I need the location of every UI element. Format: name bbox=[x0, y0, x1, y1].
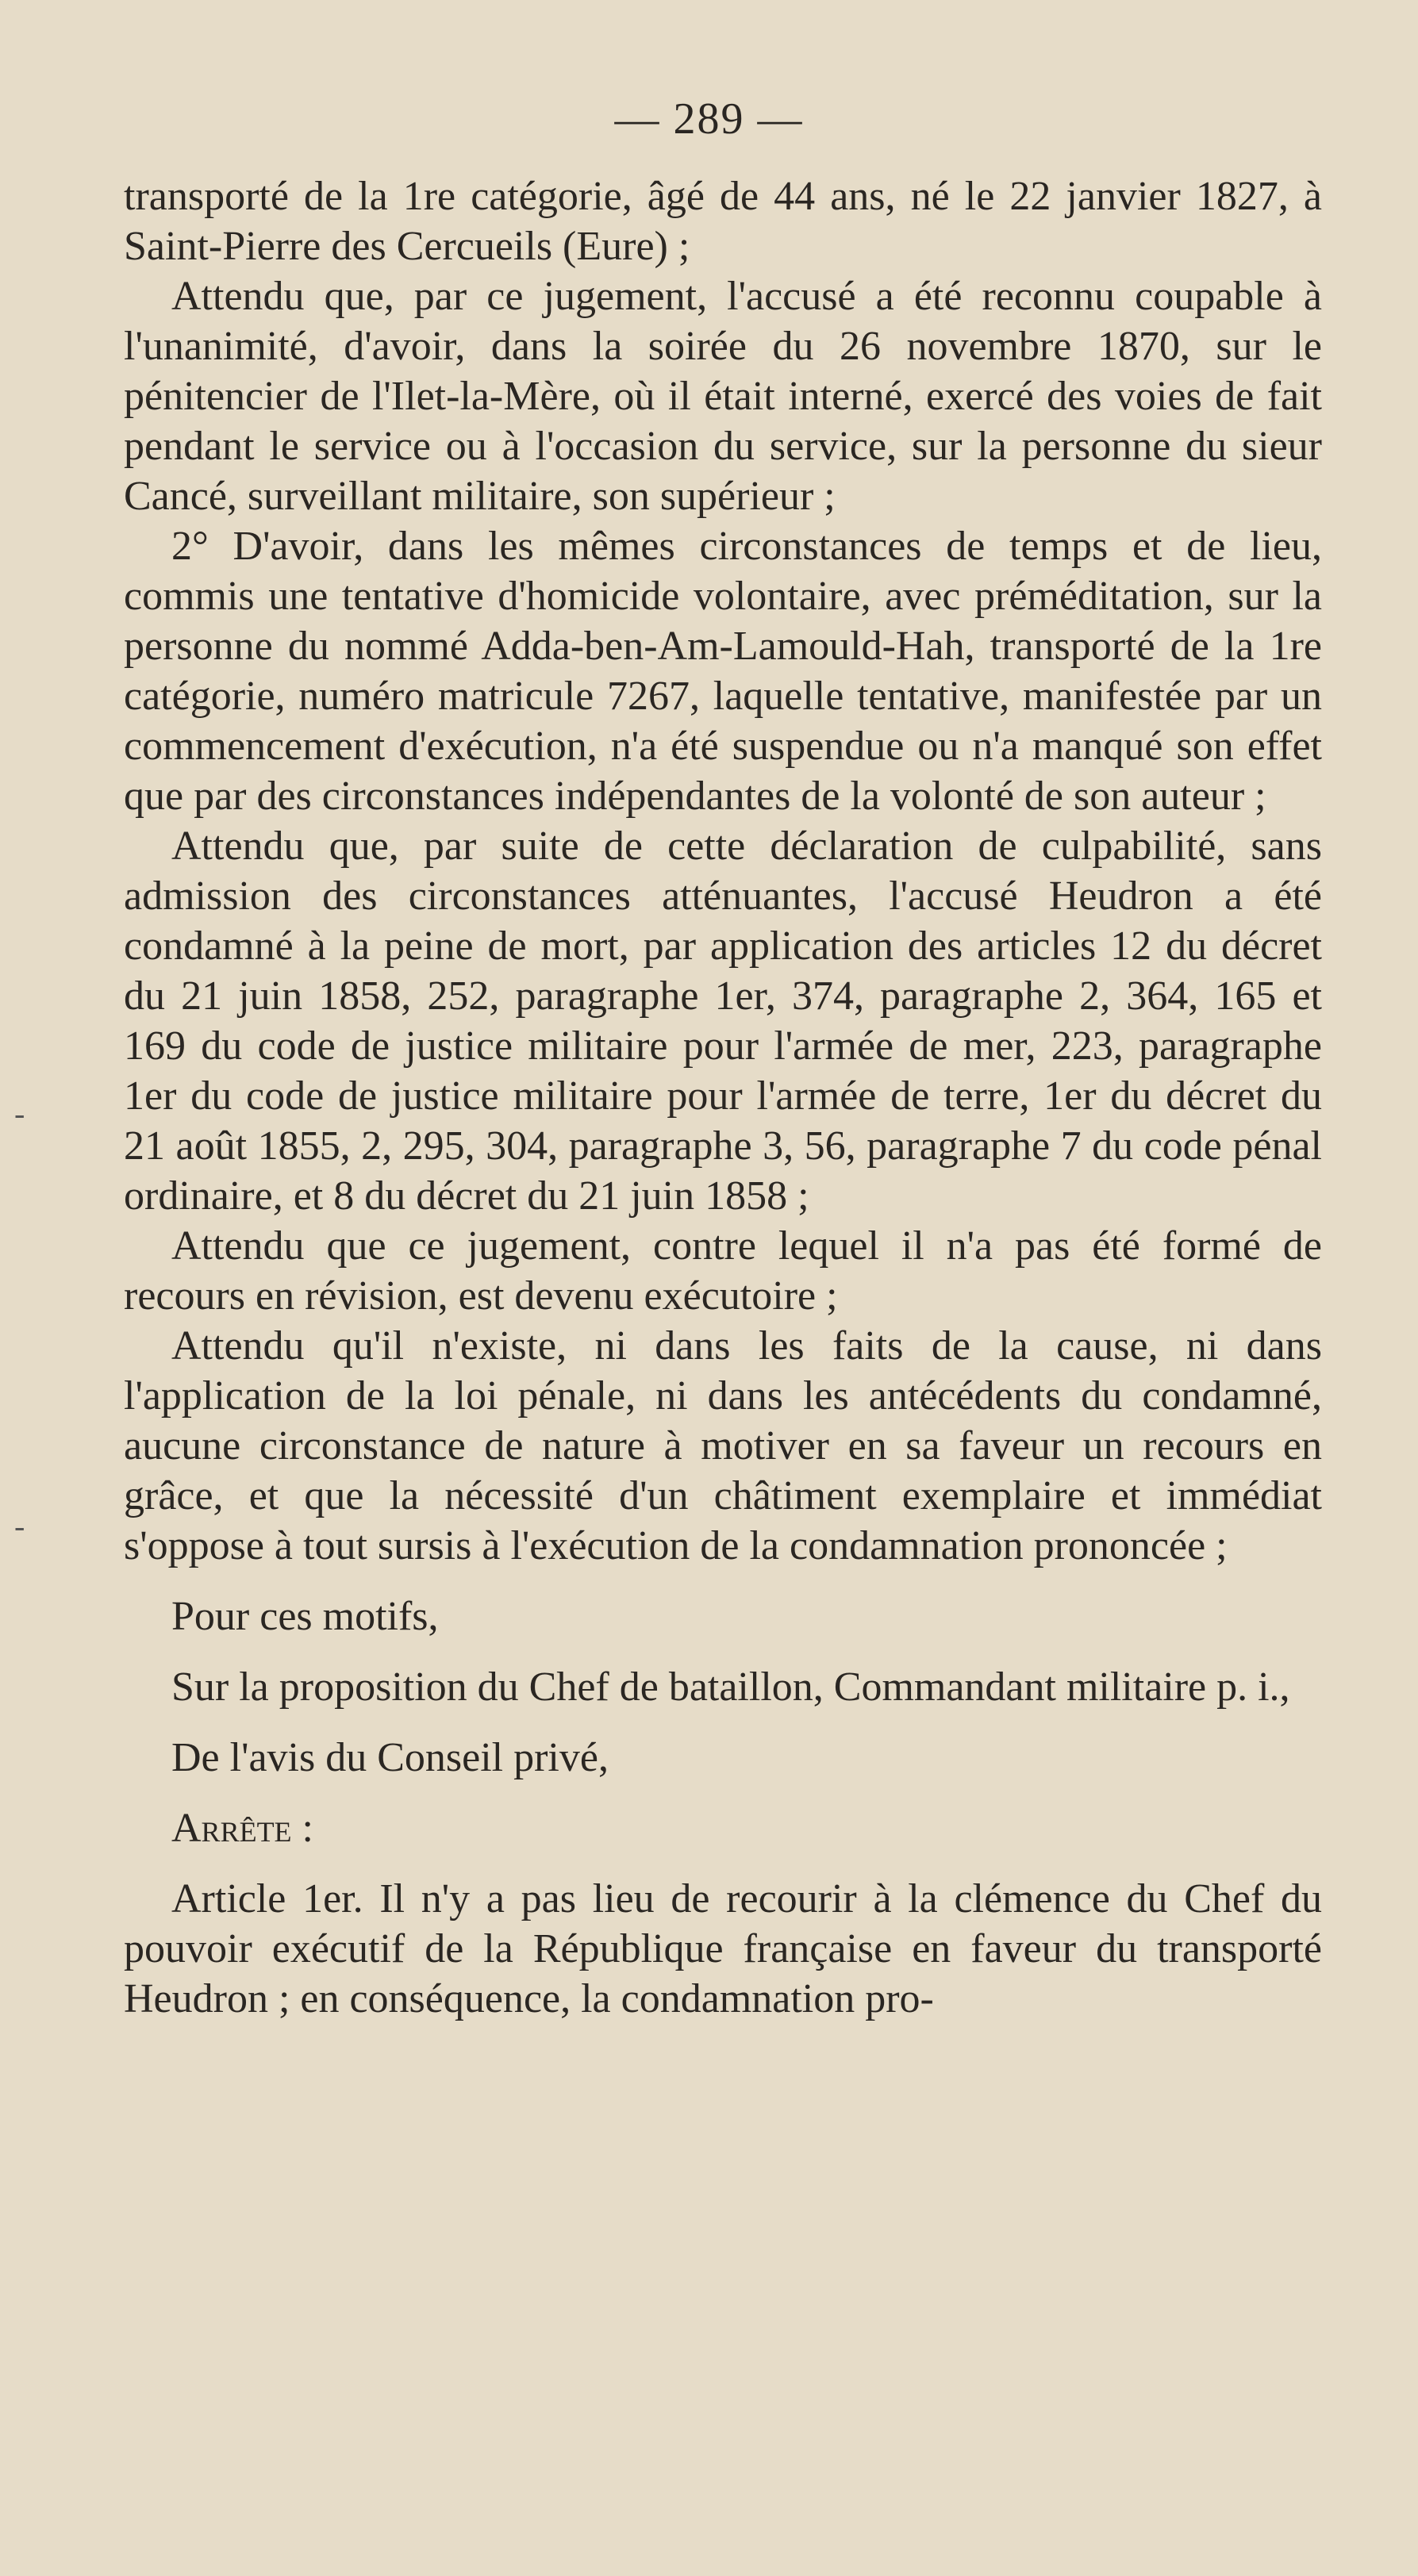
body-text bbox=[124, 171, 1322, 2024]
paragraph-attendu-4: Attendu qu'il n'existe, ni dans les faits de la cause, ni dans l'application de la loi pénale, ni dans les antécédents du condamné, aucune circonstance de nature à motiver en sa faveur un recours en grâce, et que la nécessité d'un châtiment exemplaire et immédiat s'oppose à tout sursis à l'exécution de la condamnation prononcée ; bbox=[124, 1323, 1322, 1568]
paragraph-continuation: transporté de la 1re catégorie, âgé de 44 ans, né le 22 janvier 1827, à Saint-Pierre des Cercueils (Eure) ; bbox=[124, 174, 1322, 269]
paragraph-arrete: Arrête : bbox=[171, 1806, 313, 1851]
paragraph-proposition: Sur la proposition du Chef de bataillon, Commandant militaire p. i., bbox=[171, 1664, 1290, 1710]
page-number: — 289 — bbox=[614, 94, 804, 144]
paragraph-avis: De l'avis du Conseil privé, bbox=[171, 1735, 609, 1780]
margin-mark: - bbox=[14, 1096, 25, 1131]
paragraph-motifs: Pour ces motifs, bbox=[171, 1594, 439, 1639]
margin-mark: - bbox=[14, 1508, 25, 1544]
paragraph-attendu-3: Attendu que ce jugement, contre lequel il n'a pas été formé de recours en révision, est devenu exécutoire ; bbox=[124, 1223, 1322, 1319]
paragraph-article-1: Article 1er. Il n'y a pas lieu de recourir à la clémence du Chef du pouvoir exécutif de la République française en faveur du transporté Heudron ; en conséquence, la condamnation pro- bbox=[124, 1876, 1322, 2021]
paragraph-attendu-2: Attendu que, par suite de cette déclaration de culpabilité, sans admission des circonstances atténuantes, l'accusé Heudron a été condamné à la peine de mort, par application des articles 12 du décret du 21 juin 1858, 252, paragraphe 1er, 374, paragraphe 2, 364, 165 et 169 du code de justice militaire pour l'armée de mer, 223, paragraphe 1er du code de justice militaire pour l'armée de terre, 1er du décret du 21 août 1855, 2, 295, 304, paragraphe 3, 56, paragraphe 7 du code pénal ordinaire, et 8 du décret du 21 juin 1858 ; bbox=[124, 823, 1322, 1219]
paragraph-second-charge: 2° D'avoir, dans les mêmes circonstances de temps et de lieu, commis une tentative d'homicide volontaire, avec préméditation, sur la personne du nommé Adda-ben-Am-Lamould-Hah, transporté de la 1re catégorie, numéro matricule 7267, laquelle tentative, manifestée par un commencement d'exécution, n'a été suspendue ou n'a manqué son effet que par des circonstances indépendantes de la volonté de son auteur ; bbox=[124, 524, 1322, 819]
paragraph-attendu-1: Attendu que, par ce jugement, l'accusé a été reconnu coupable à l'unanimité, d'avoir, dans la soirée du 26 novembre 1870, sur le pénitencier de l'Ilet-la-Mère, où il était interné, exercé des voies de fait pendant le service ou à l'occasion du service, sur la personne du sieur Cancé, surveillant militaire, son supérieur ; bbox=[124, 274, 1322, 519]
